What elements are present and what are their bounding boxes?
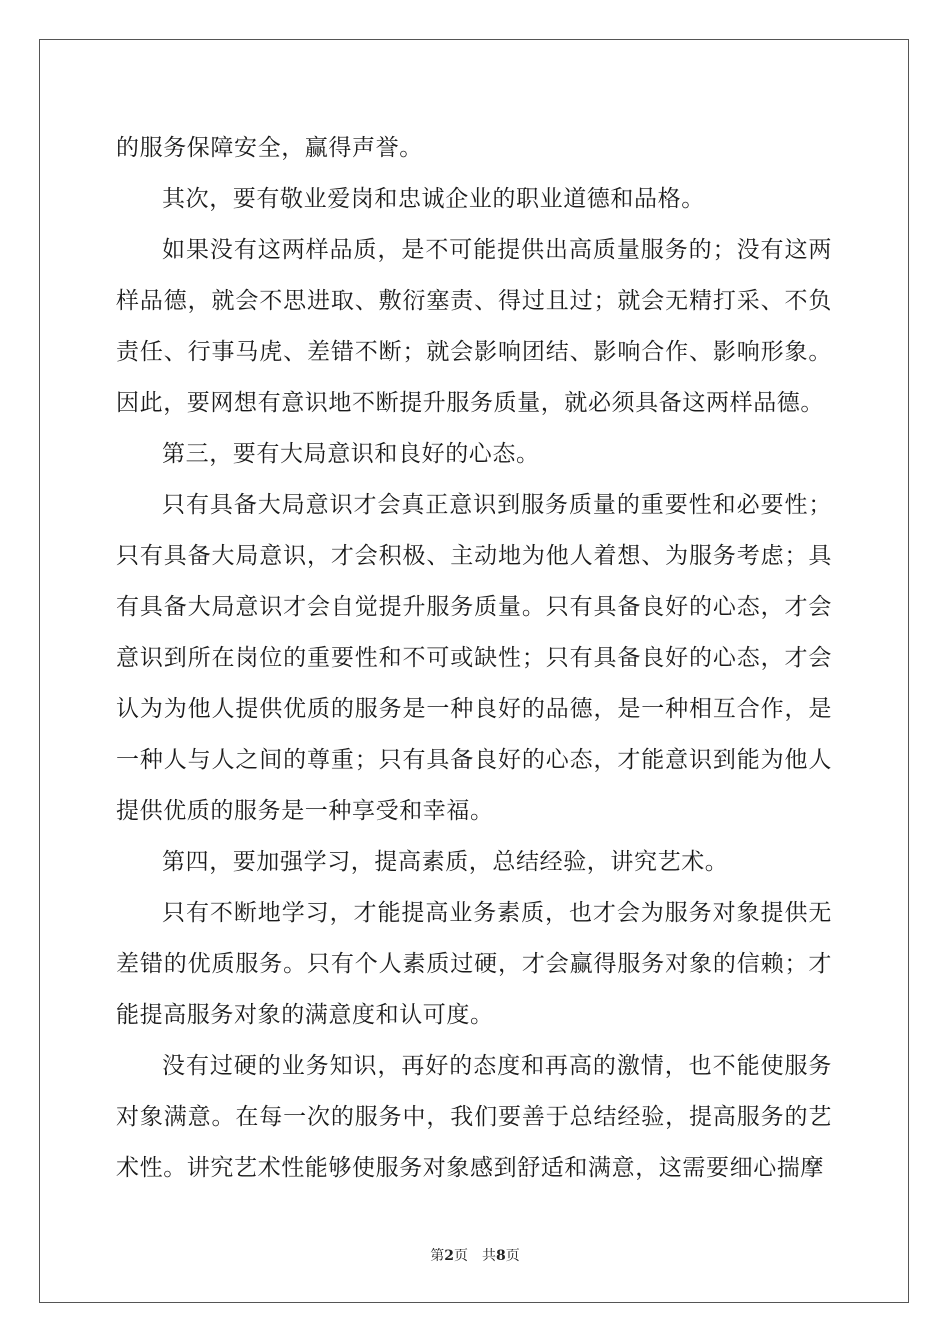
paragraph: 其次，要有敬业爱岗和忠诚企业的职业道德和品格。	[162, 186, 705, 212]
page-number: 2	[444, 1248, 454, 1264]
paragraph: 如果没有这两样品质，是不可能提供出高质量服务的；没有这两样品德，就会不思进取、敷衍塞责、得过且过；就会无精打采、不负责任、行事马虎、差错不断；就会影响团结、影响合作、影响形象。因此，要网想有意识地不断提升服务质量，就必须具备这两样品德。	[116, 237, 832, 416]
page-prefix: 第	[430, 1248, 445, 1264]
paragraph: 第四，要加强学习，提高素质，总结经验，讲究艺术。	[162, 849, 729, 875]
document-body	[116, 123, 832, 1194]
paragraph: 没有过硬的业务知识，再好的态度和再高的激情，也不能使服务对象满意。在每一次的服务中，我们要善于总结经验，提高服务的艺术性。讲究艺术性能够使服务对象感到舒适和满意，这需要细心揣摩	[116, 1053, 832, 1181]
page-footer	[0, 1247, 950, 1265]
paragraph: 的服务保障安全，赢得声誉。	[116, 135, 423, 161]
page-suffix: 页	[454, 1248, 468, 1264]
paragraph: 第三，要有大局意识和良好的心态。	[162, 441, 540, 467]
paragraph: 只有具备大局意识才会真正意识到服务质量的重要性和必要性；只有具备大局意识，才会积极、主动地为他人着想、为服务考虑；具有具备大局意识才会自觉提升服务质量。只有具备良好的心态，才会意识到所在岗位的重要性和不可或缺性；只有具备良好的心态，才会认为为他人提供优质的服务是一种良好的品德，是一种相互合作，是一种人与人之间的尊重；只有具备良好的心态，才能意识到能为他人提供优质的服务是一种享受和幸福。	[116, 492, 832, 824]
total-suffix: 页	[505, 1248, 520, 1264]
paragraph: 只有不断地学习，才能提高业务素质，也才会为服务对象提供无差错的优质服务。只有个人素质过硬，才会赢得服务对象的信赖；才能提高服务对象的满意度和认可度。	[116, 900, 832, 1028]
total-prefix: 共	[482, 1248, 496, 1264]
page-indicator	[430, 1248, 468, 1264]
total-pages: 8	[496, 1248, 506, 1264]
total-pages-indicator	[482, 1248, 520, 1264]
